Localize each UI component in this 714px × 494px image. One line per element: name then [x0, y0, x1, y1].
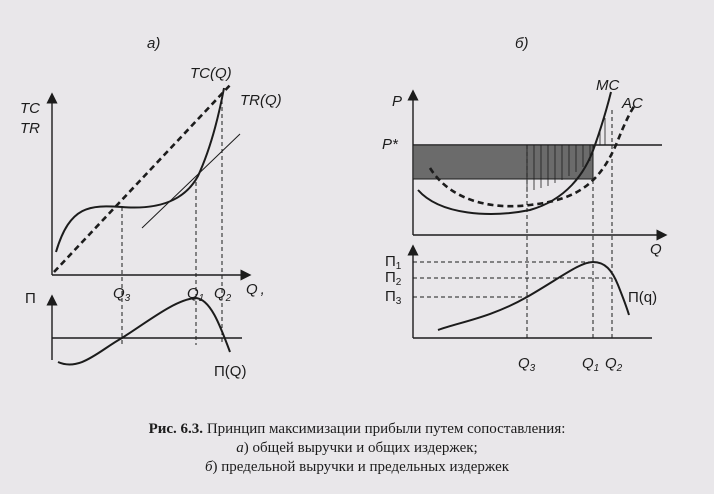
profit-rectangle [413, 145, 593, 179]
profit-curve-a-label: П(Q) [214, 363, 247, 380]
caption-prefix: Рис. 6.3. [148, 421, 204, 437]
caption-line-1 [0, 420, 714, 439]
panel-b-x-label: Q [650, 241, 662, 258]
tr-line [54, 83, 232, 272]
tr-label: TR(Q) [240, 92, 282, 109]
tc-curve [56, 88, 224, 252]
figure-caption [0, 420, 714, 477]
tc-label: TC(Q) [190, 65, 232, 82]
panel-b-y-label: P [392, 93, 403, 110]
panel-a-profit-label: П [25, 290, 36, 307]
panel-b-title: б) [515, 35, 529, 52]
pi2-label: $П_2$ [385, 269, 402, 288]
panel-a-y-label-tc: TC [20, 100, 40, 117]
pi1-label: $П_1$ [385, 253, 402, 272]
panel-b-q2: $Q_2$ [605, 355, 623, 374]
caption-item-a-text: ) общей выручки и общих издержек; [243, 440, 478, 456]
panel-b-q1: $Q_1$ [582, 355, 600, 374]
caption-item-b-text: ) предельной выручки и предельных издержек [212, 459, 510, 475]
profit-curve-b [438, 262, 629, 330]
panel-b-q3: $Q_3$ [518, 355, 536, 374]
panel-a-q2: $Q_2$ [214, 285, 232, 304]
ac-label: AC [622, 95, 643, 112]
caption-main: Принцип максимизации прибыли путем сопоставления: [203, 421, 566, 437]
panel-a-q1: $Q_1$ [187, 285, 205, 304]
p-star-label: P* [382, 136, 398, 153]
panel-a-q3: $Q_3$ [113, 285, 131, 304]
caption-item-b-letter: б [204, 459, 213, 475]
caption-line-3 [0, 458, 714, 477]
profit-curve-a [58, 298, 230, 365]
caption-line-2 [0, 439, 714, 458]
panel-a-y-label-tr: TR [20, 120, 40, 137]
tangent-line [142, 134, 240, 228]
mc-label: MC [596, 77, 620, 94]
caption-item-a-letter: а [236, 440, 244, 456]
panel-a-x-label: Q , [246, 281, 265, 298]
panel-a-title: а) [147, 35, 161, 52]
profit-curve-b-label: П(q) [628, 289, 658, 306]
pi3-label: $П_3$ [385, 288, 402, 307]
